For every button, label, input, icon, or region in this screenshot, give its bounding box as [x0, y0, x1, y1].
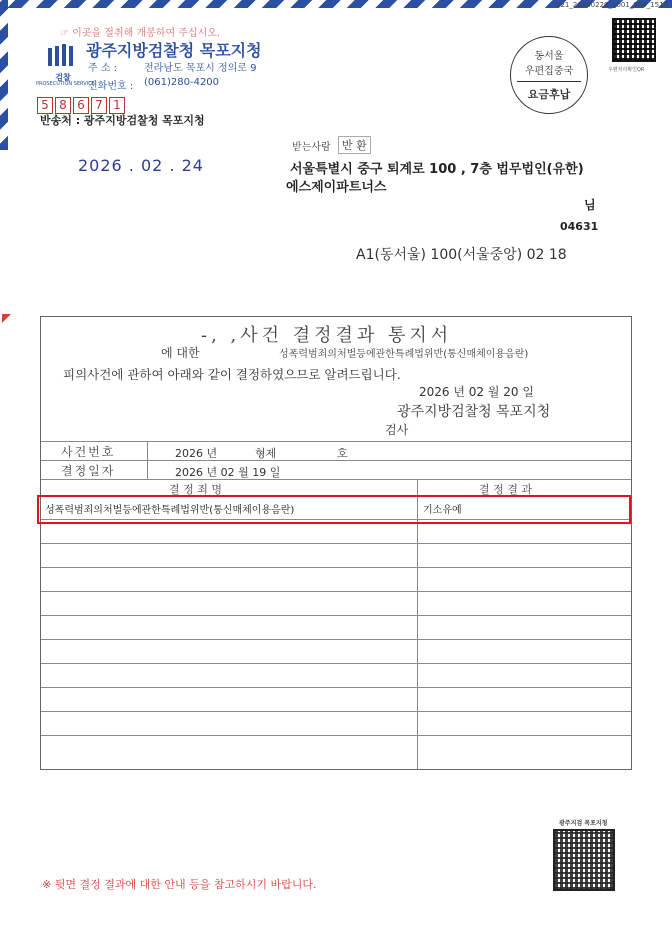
issuing-office: 광주지방검찰청 목포지청	[397, 404, 551, 420]
seal-qr-code	[553, 829, 615, 891]
prosecution-logo	[46, 44, 80, 82]
case-number-year: 2026 년	[175, 447, 218, 460]
logo-subtitle: PROSECUTION SERVICE	[36, 81, 95, 87]
envelope-stripe-left	[0, 0, 8, 150]
corner-mark	[2, 314, 11, 323]
postal-digit: 6	[73, 97, 89, 114]
postmark-line1: 동서울	[534, 51, 564, 62]
case-number-label: 사건번호	[61, 445, 116, 459]
postmark-line2: 우편집중국	[524, 66, 574, 77]
recipient-suffix: 님	[584, 198, 596, 212]
tear-notice: ☞ 이곳을 절취해 개봉하여 주십시오.	[60, 28, 221, 39]
sender-name: 광주지방검찰청 목포지청	[86, 41, 262, 60]
decision-date-value: 2026 년 02 월 19 일	[175, 466, 281, 479]
decision-date-label: 결정일자	[61, 464, 116, 478]
postmark-stamp	[510, 36, 588, 114]
logo-label: 검찰	[55, 73, 71, 82]
return-stamp: 반 환	[338, 136, 371, 154]
case-number-suffix: 호	[337, 447, 348, 460]
recipient-label: 받는사람	[292, 142, 331, 153]
notice-date: 2026 년 02 월 20 일	[419, 385, 534, 399]
tracking-code: 021_20260220_1001_004_1515	[556, 1, 668, 9]
address-value: 전라남도 목포시 정의로 9	[144, 63, 257, 74]
col-charge-header: 결 정 죄 명	[169, 483, 222, 496]
highlight-box	[37, 495, 631, 524]
seal-caption: 광주지검 목포지청	[559, 820, 608, 827]
table-row-result: 기소유예	[423, 505, 462, 516]
recipient-name: 에스제이파트너스	[286, 180, 387, 195]
col-result-header: 결 정 결 과	[479, 483, 532, 496]
return-address: 반송처 : 광주지방검찰청 목포지청	[40, 114, 205, 127]
qr-caption: 우편처리확인QR	[608, 67, 645, 73]
subject-prefix: 에 대한	[161, 346, 200, 360]
postal-digit: 5	[37, 97, 53, 114]
notice-title: -, ,사건 결정결과 통지서	[201, 325, 453, 346]
postal-digit: 7	[91, 97, 107, 114]
send-date: 2026 . 02 . 24	[78, 156, 204, 175]
postal-digit: 1	[109, 97, 125, 114]
case-number-type: 형제	[255, 447, 277, 460]
notice-body: 피의사건에 관하여 아래와 같이 결정하였으므로 알려드립니다.	[63, 367, 401, 382]
prosecutor-label: 검사	[385, 423, 409, 437]
decision-notice-form	[40, 316, 632, 770]
footer-note: ※ 뒷면 결정 결과에 대한 안내 등을 참고하시기 바랍니다.	[42, 878, 317, 891]
postal-digit: 8	[55, 97, 71, 114]
postal-qr-code	[612, 18, 656, 62]
subject-charge: 성폭력범죄의처벌등에관한특례법위반(통신매체이용음란)	[279, 349, 529, 360]
phone-value: (061)280-4200	[144, 77, 220, 88]
postal-code	[37, 94, 127, 114]
postmark-line3: 요금후납	[517, 81, 581, 102]
sort-code: A1(동서울) 100(서울중앙) 02 18	[356, 247, 567, 263]
table-row-charge: 성폭력범죄의처벌등에관한특례법위반(통신매체이용음란)	[45, 505, 295, 516]
address-label: 주 소 :	[88, 63, 118, 74]
recipient-address: 서울특별시 중구 퇴계로 100 , 7층 법무법인(유한)	[290, 162, 584, 177]
recipient-zip: 04631	[560, 220, 599, 233]
phone-label: 전화번호 :	[88, 81, 134, 92]
